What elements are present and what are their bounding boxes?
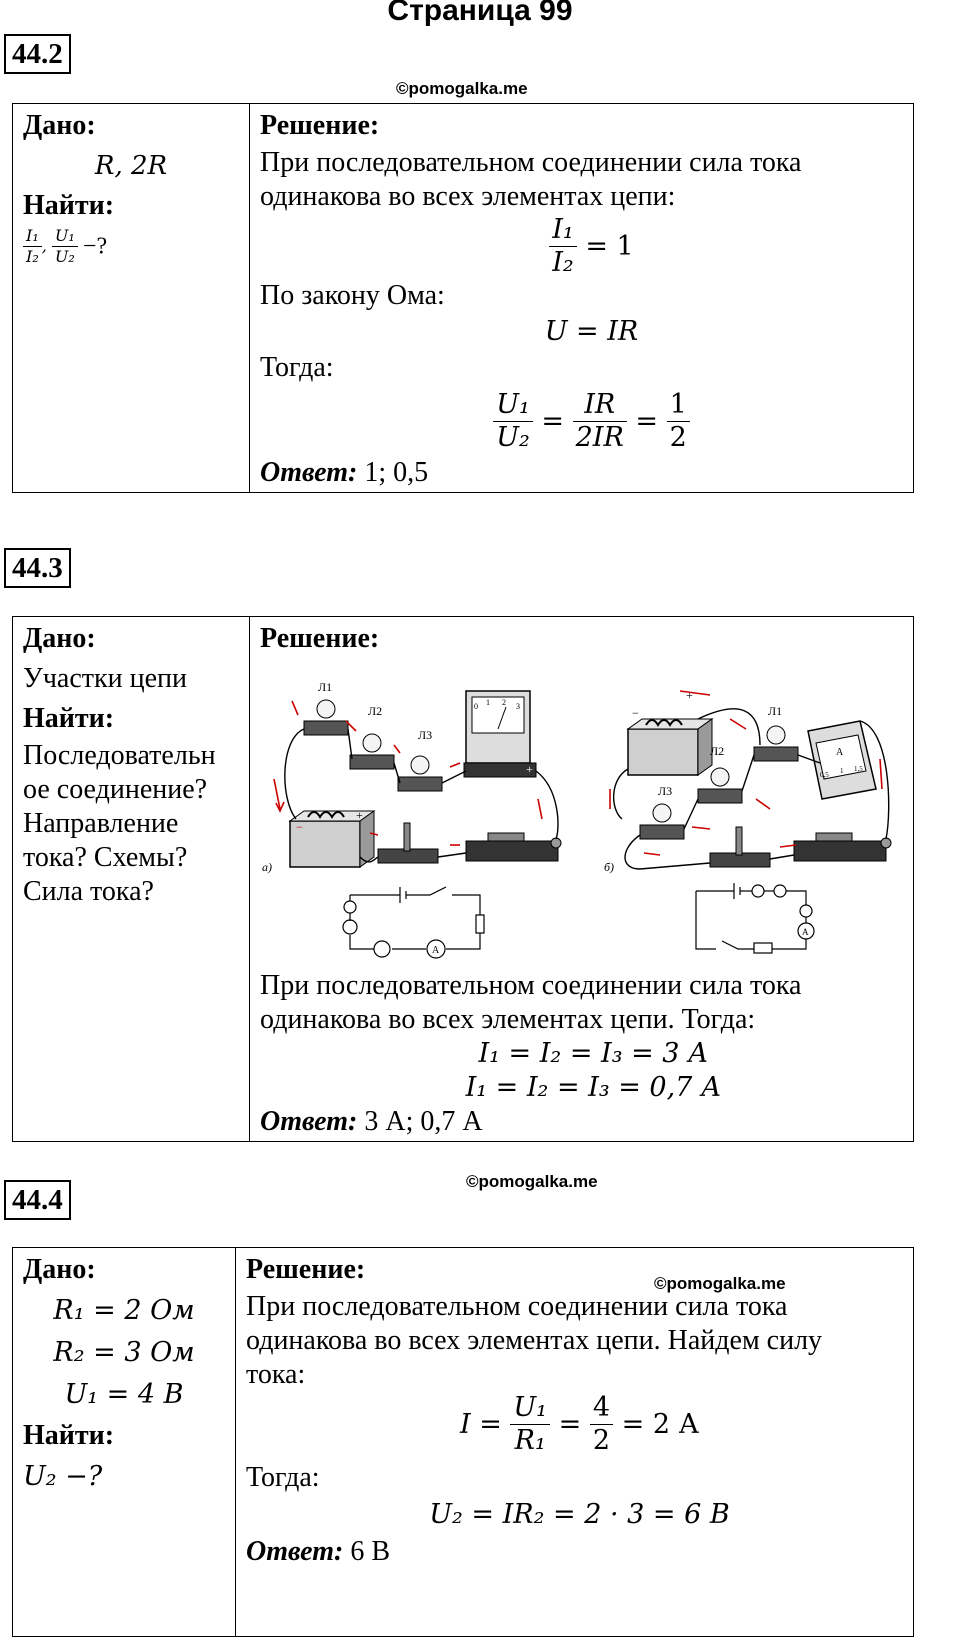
svg-text:2: 2	[502, 698, 506, 707]
lamp-icon	[754, 704, 798, 761]
ammeter-icon	[808, 721, 876, 799]
circuit-figure	[260, 659, 900, 969]
solution-line: одинакова во всех элементах цепи:	[260, 181, 676, 212]
svg-text:A: A	[836, 747, 844, 758]
equation-current-ratio: $\frac{\text{I₁}}{\text{I₂}}$ = 1	[260, 214, 903, 279]
task-number-44-4: 44.4	[4, 1180, 71, 1220]
schematic-b	[696, 883, 814, 953]
svg-text:Л3: Л3	[418, 728, 433, 742]
find-fraction-voltage: $\frac{\text{U₁}}{\text{U₂}}$	[52, 226, 78, 267]
svg-text:Л2: Л2	[368, 704, 383, 718]
answer-value: 6 В	[350, 1536, 391, 1567]
solution-line: При последовательном соединении сила тока	[260, 147, 802, 178]
given-value: Участки цепи	[23, 663, 187, 694]
solution-line: По закону Ома:	[260, 280, 445, 311]
find-label: Найти:	[23, 1420, 115, 1451]
given-label: Дано:	[23, 1254, 96, 1285]
find-line: Последовательн	[23, 740, 216, 771]
given-label: Дано:	[23, 110, 96, 141]
svg-text:3: 3	[516, 702, 520, 711]
svg-text:+: +	[686, 688, 693, 702]
watermark: ©pomogalka.me	[654, 1274, 786, 1293]
lamp-icon	[398, 728, 442, 791]
figure-a-label: а)	[262, 860, 272, 874]
svg-text:1: 1	[840, 767, 844, 775]
find-line: Сила тока?	[23, 876, 154, 907]
svg-text:+: +	[526, 762, 533, 776]
solution-column	[250, 617, 914, 1142]
solution-line: Тогда:	[246, 1462, 320, 1493]
svg-text:1: 1	[486, 698, 490, 707]
given-column	[13, 617, 250, 1142]
task-44-4-table	[12, 1247, 914, 1637]
find-line: ое соединение?	[23, 774, 208, 805]
find-value: $\frac{\text{I₁}}{\text{I₂}}$ , $\frac{\text{U₁}}{\text{U₂}}$ −?	[23, 226, 239, 267]
equation-current: I = $\frac{\text{U₁}}{\text{R₁}}$ = $\frac{4}{2}$ = 2 А	[459, 1392, 700, 1456]
figure-b	[604, 688, 891, 953]
schematic-a	[343, 887, 484, 958]
find-fraction-current: $\frac{\text{I₁}}{\text{I₂}}$	[23, 226, 42, 267]
given-value: R₂ = 3 Ом	[53, 1337, 195, 1368]
lamp-icon	[640, 784, 684, 839]
find-line: тока? Схемы?	[23, 842, 188, 873]
rheostat-icon	[794, 833, 891, 861]
find-line: Направление	[23, 808, 179, 839]
watermark: ©pomogalka.me	[396, 79, 528, 98]
page-title: Страница 99	[387, 0, 573, 27]
given-label: Дано:	[23, 623, 96, 654]
answer-label: Ответ:	[260, 457, 358, 488]
ammeter-icon	[464, 691, 536, 777]
switch-icon	[710, 827, 770, 867]
equation-currents-a: I₁ = I₂ = I₃ = 3 А	[478, 1038, 709, 1069]
equation-voltage: U₂ = IR₂ = 2 · 3 = 6 В	[429, 1499, 730, 1530]
given-value: R, 2R	[94, 151, 168, 181]
equation-ohm-law: U = IR	[544, 316, 639, 347]
svg-text:Л1: Л1	[768, 704, 783, 718]
battery-icon	[628, 688, 712, 775]
given-column	[13, 104, 250, 493]
answer	[246, 1535, 903, 1569]
solution-line: При последовательном соединении сила тока	[246, 1291, 788, 1322]
answer	[260, 1105, 903, 1139]
switch-icon	[378, 823, 438, 863]
find-label: Найти:	[23, 703, 115, 734]
find-value: U₂ −?	[23, 1461, 103, 1492]
answer-label: Ответ:	[246, 1536, 344, 1567]
solution-label: Решение:	[246, 1254, 366, 1285]
given-value: U₁ = 4 В	[64, 1379, 184, 1410]
svg-text:+: +	[356, 808, 363, 822]
answer-value: 1; 0,5	[364, 457, 429, 488]
find-label: Найти:	[23, 190, 115, 221]
task-number-44-2: 44.2	[4, 34, 71, 74]
svg-text:−: −	[296, 820, 303, 834]
figure-a	[262, 680, 561, 958]
given-value: R₁ = 2 Ом	[53, 1295, 195, 1326]
answer-value: 3 А; 0,7 А	[364, 1106, 483, 1137]
solution-label: Решение:	[260, 110, 380, 141]
svg-text:1,5: 1,5	[854, 765, 863, 773]
solution-line: тока:	[246, 1359, 306, 1390]
answer	[260, 456, 903, 490]
svg-text:0,5: 0,5	[820, 771, 829, 779]
watermark: ©pomogalka.me	[466, 1172, 598, 1191]
svg-text:Л1: Л1	[318, 680, 333, 694]
task-number-44-3: 44.3	[4, 548, 71, 588]
task-44-2-table	[12, 103, 914, 493]
solution-line: Тогда:	[260, 352, 334, 383]
solution-label: Решение:	[260, 623, 380, 654]
svg-text:Л3: Л3	[658, 784, 673, 798]
task-44-3-table	[12, 616, 914, 1142]
lamp-icon	[304, 680, 348, 735]
rheostat-icon	[466, 833, 561, 861]
svg-text:0: 0	[474, 702, 478, 711]
svg-text:A: A	[802, 927, 809, 937]
answer-label: Ответ:	[260, 1106, 358, 1137]
solution-line: одинакова во всех элементах цепи. Найдем силу	[246, 1325, 823, 1356]
equation-currents-b: I₁ = I₂ = I₃ = 0,7 А	[465, 1072, 722, 1103]
solution-line: При последовательном соединении сила тока	[260, 970, 802, 1001]
solution-column	[236, 1248, 914, 1637]
svg-text:Л2: Л2	[710, 744, 725, 758]
solution-line: одинакова во всех элементах цепи. Тогда:	[260, 1004, 756, 1035]
lamp-icon	[350, 704, 394, 769]
svg-text:−: −	[632, 706, 639, 720]
equation-voltage-ratio: $\frac{\text{U₁}}{\text{U₂}}$ = $\frac{IR}{2IR}$ = $\frac{1}{2}$	[260, 389, 903, 454]
figure-b-label: б)	[604, 860, 615, 874]
svg-text:A: A	[432, 945, 440, 956]
given-column	[13, 1248, 236, 1637]
solution-column	[250, 104, 914, 493]
